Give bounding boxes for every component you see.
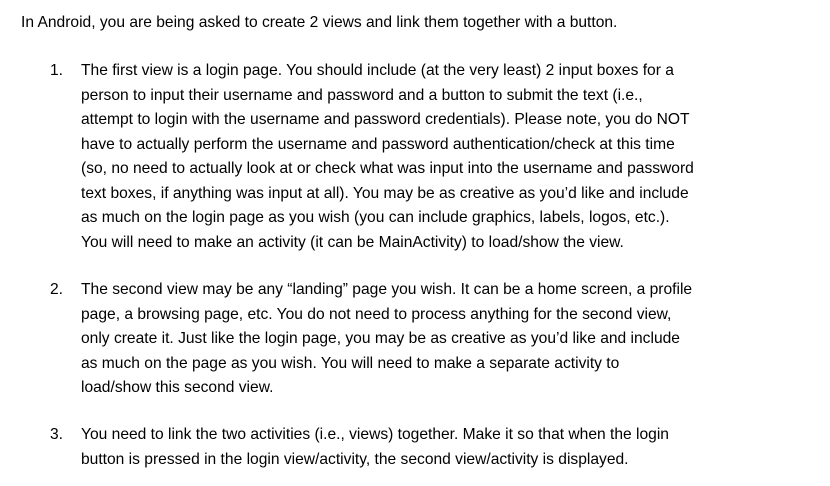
list-item-line: attempt to login with the username and password credentials). Please note, you do NOT xyxy=(81,111,690,128)
list-item-line: page, a browsing page, etc. You do not need to process anything for the second view, xyxy=(81,305,672,323)
list-item-1 xyxy=(0,59,830,255)
list-item-line: The first view is a login page. You should include (at the very least) 2 input boxes for a xyxy=(81,62,674,79)
list-number: 2. xyxy=(50,281,64,298)
list-number: 1. xyxy=(50,62,64,79)
list-item-line: as much on the page as you wish. You will need to make a separate activity to xyxy=(81,354,620,372)
list-item-2 xyxy=(0,278,830,401)
list-number: 3. xyxy=(50,426,64,443)
list-item-line: person to input their username and password and a button to submit the text (i.e., xyxy=(81,86,643,104)
list-item-line: text boxes, if anything was input at all). You may be as creative as you’d like and include xyxy=(81,184,689,202)
list-item-line: load/show this second view. xyxy=(81,379,274,396)
list-item-line: (so, no need to actually look at or check what was input into the username and password xyxy=(81,160,694,177)
list-item-line: You need to link the two activities (i.e., views) together. Make it so that when the login xyxy=(81,426,669,443)
list-item-line: only create it. Just like the login page, you may be as creative as you’d like and include xyxy=(81,330,680,347)
list-item-line: have to actually perform the username and password authentication/check at this time xyxy=(81,135,675,153)
list-item-line: The second view may be any “landing” page you wish. It can be a home screen, a profile xyxy=(81,281,693,298)
list-item-line: You will need to make an activity (it can be MainActivity) to load/show the view. xyxy=(81,233,624,251)
list-item-3 xyxy=(0,423,830,472)
list-item-line: as much on the login page as you wish (you can include graphics, labels, logos, etc.). xyxy=(81,209,670,226)
intro-paragraph: In Android, you are being asked to create 2 views and link them together with a button. xyxy=(21,14,618,31)
list-item-line: button is pressed in the login view/activity, the second view/activity is displayed. xyxy=(81,450,629,468)
